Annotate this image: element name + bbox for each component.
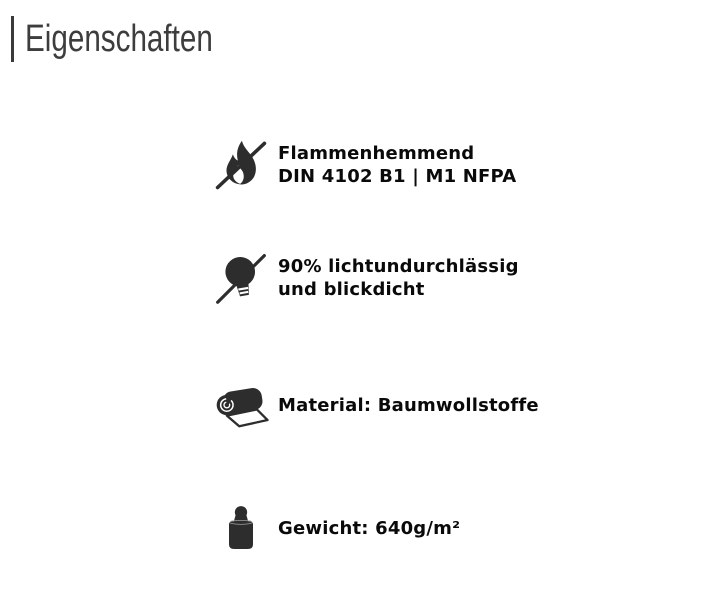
property-line: Gewicht: 640g/m² — [278, 517, 461, 539]
page-title: Eigenschaften — [25, 18, 213, 60]
property-line: 90% lichtundurchlässig — [278, 256, 519, 277]
fabric-roll-icon — [212, 382, 270, 428]
property-row-material — [212, 380, 539, 430]
no-fire-icon — [212, 137, 270, 193]
property-text — [278, 255, 519, 301]
property-line: DIN 4102 B1 | M1 NFPA — [278, 166, 517, 187]
weight-icon — [212, 499, 270, 557]
property-line: Material: Baumwollstoffe — [278, 394, 539, 416]
property-text — [278, 517, 460, 540]
property-row-opacity — [212, 248, 519, 308]
title-accent-bar — [11, 16, 14, 62]
property-row-flame-retardant — [212, 136, 516, 194]
property-text — [278, 142, 516, 188]
property-row-weight — [212, 497, 460, 559]
property-line: und blickdicht — [278, 279, 425, 300]
property-line: Flammenhemmend — [278, 143, 475, 164]
no-light-icon — [212, 249, 270, 307]
property-text — [278, 394, 539, 417]
header — [11, 16, 266, 62]
